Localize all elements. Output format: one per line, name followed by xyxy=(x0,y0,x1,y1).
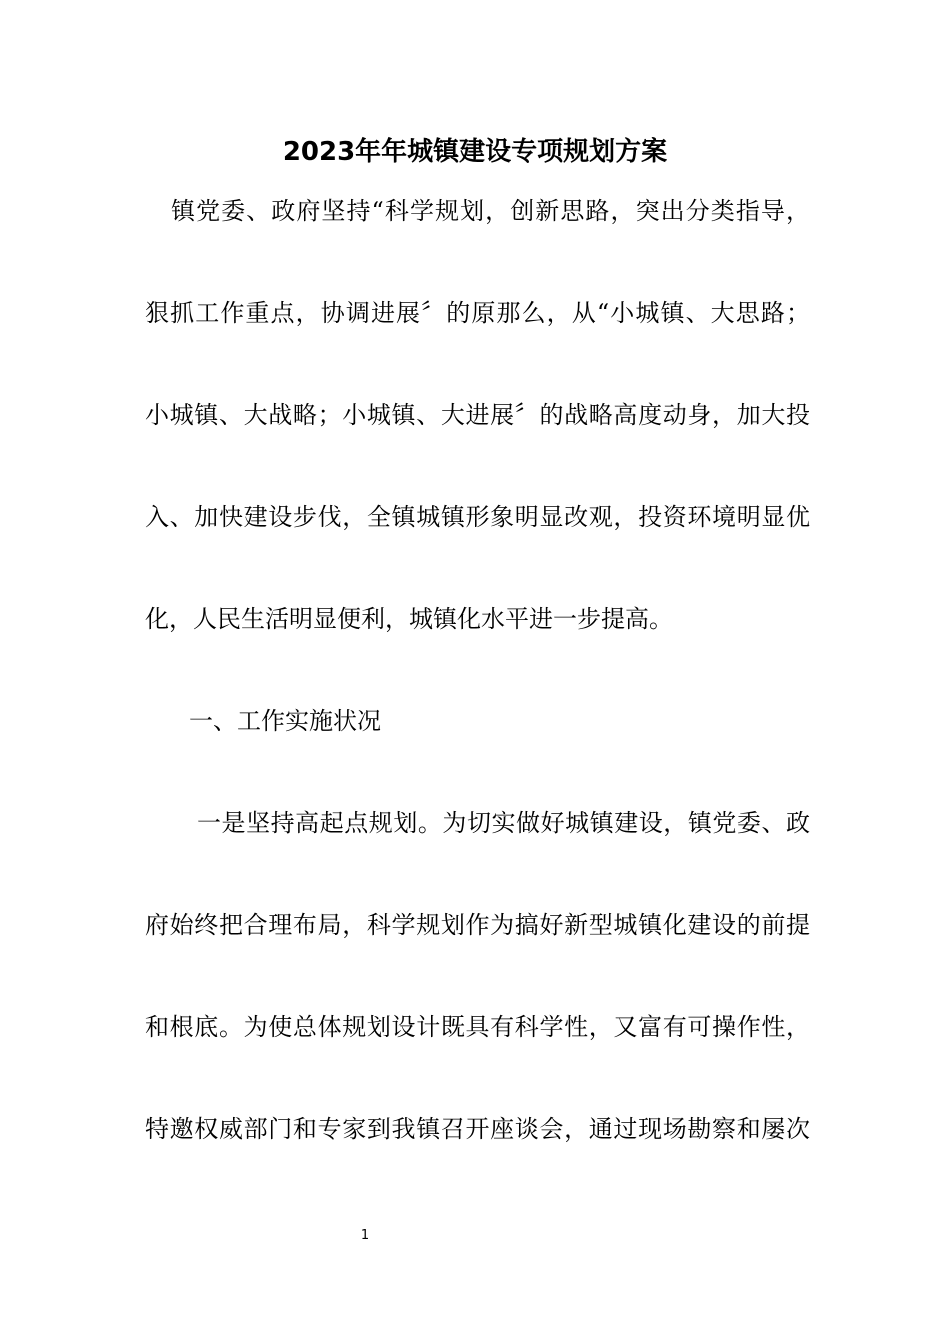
document-title: 2023年年城镇建设专项规划方案 xyxy=(282,137,668,167)
section-heading: 一、工作实施状况 xyxy=(189,707,381,735)
body-line-10: 特邀权威部门和专家到我镇召开座谈会，通过现场勘察和屡次 xyxy=(145,1115,810,1143)
body-line-2: 狠抓工作重点，协调进展〞的原那么，从“小城镇、大思路； xyxy=(145,299,810,327)
body-line-8: 府始终把合理布局，科学规划作为搞好新型城镇化建设的前提 xyxy=(145,911,810,939)
body-line-1: 镇党委、政府坚持“科学规划，创新思路，突出分类指导， xyxy=(171,197,810,225)
body-line-3: 小城镇、大战略；小城镇、大进展〞的战略高度动身，加大投 xyxy=(145,401,810,429)
body-line-4: 入、加快建设步伐，全镇城镇形象明显改观，投资环境明显优 xyxy=(145,503,810,531)
page-number: 1 xyxy=(360,1228,370,1243)
body-line-7: 一是坚持高起点规划。为切实做好城镇建设，镇党委、政 xyxy=(197,809,810,837)
body-line-9: 和根底。为使总体规划设计既具有科学性，又富有可操作性， xyxy=(145,1013,810,1041)
body-line-5: 化，人民生活明显便利，城镇化水平进一步提高。 xyxy=(145,605,673,633)
